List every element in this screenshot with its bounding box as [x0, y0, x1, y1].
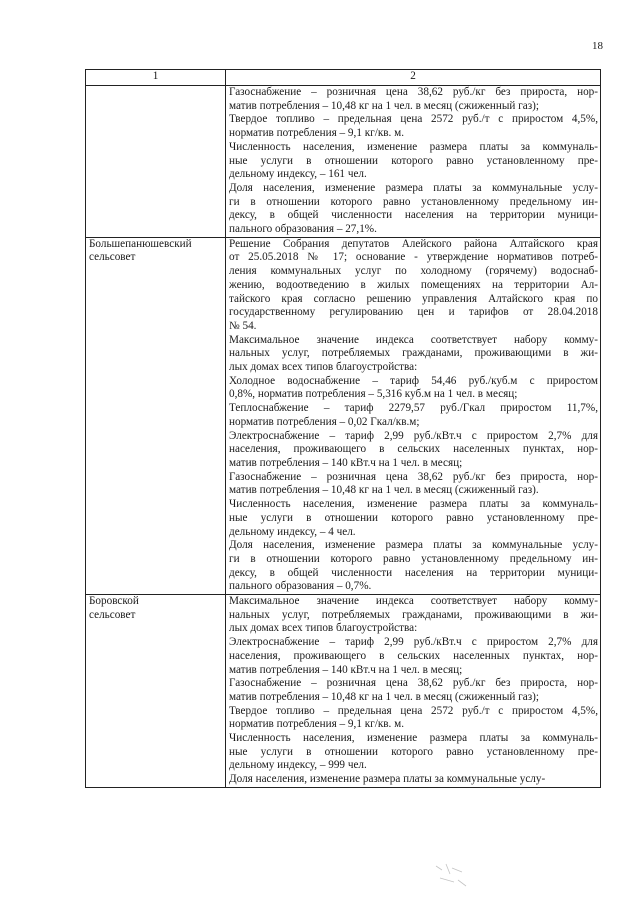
- text-line: Газоснабжение – розничная цена 38,62 руб./кг без прироста, нор-: [229, 677, 598, 690]
- text-line: ления коммунальных услуг по холодному (горячему) водоснаб-: [229, 265, 598, 278]
- text-line: матив потребления – 140 кВт.ч на 1 чел. в месяц;: [229, 663, 463, 676]
- text-line: Электроснабжение – тариф 2,99 руб./кВт.ч с приростом 2,7% для: [229, 636, 598, 649]
- text-line: Доля населения, изменение размера платы за коммунальные услу-: [229, 539, 598, 552]
- text-line: 0,8%, норматив потребления – 5,316 куб.м на 1 чел. в месяц;: [229, 388, 518, 401]
- text-line: матив потребления – 140 кВт.ч на 1 чел. в месяц;: [229, 456, 463, 469]
- text-line: Доля населения, изменение размера платы за коммунальные услу-: [229, 181, 598, 194]
- text-line: Максимальное значение индекса соответствует набору комму-: [229, 333, 598, 346]
- text-line: от 25.05.2018 № 17; основание - утверждение нормативов потреб-: [229, 251, 598, 264]
- text-line: Газоснабжение – розничная цена 38,62 руб./кг без прироста, нор-: [229, 86, 598, 98]
- municipality-name-line: сельсовет: [89, 251, 136, 264]
- text-line: дексу, в общей численности населения на территории муници-: [229, 209, 598, 222]
- text-line: пального образования – 27,1%.: [229, 223, 377, 236]
- municipality-cell: [86, 237, 226, 594]
- text-line: лых домах всех типов благоустройства:: [229, 622, 418, 635]
- text-line: Теплоснабжение – тариф 2279,57 руб./Гкал приростом 11,7%,: [229, 402, 598, 415]
- description-cell: [226, 595, 601, 788]
- table-row: [86, 86, 601, 238]
- text-line: ные услуги в отношении которого равно установленному пре-: [229, 511, 598, 524]
- text-line: дексу, в общей численности населения на территории муници-: [229, 566, 598, 579]
- text-line: ги в отношении которого равно установленному предельному ин-: [229, 195, 598, 208]
- text-line: нальных услуг, потребляемых гражданами, проживающими в жи-: [229, 347, 598, 360]
- text-line: дельному индексу, – 999 чел.: [229, 759, 367, 772]
- text-line: Численность населения, изменение размера платы за коммуналь-: [229, 140, 598, 153]
- text-line: Доля населения, изменение размера платы за коммунальные услу-: [229, 773, 546, 786]
- text-line: Численность населения, изменение размера платы за коммуналь-: [229, 498, 598, 511]
- page-number: 18: [592, 40, 603, 52]
- text-line: норматив потребления – 0,02 Гкал/кв.м;: [229, 415, 420, 428]
- text-line: Решение Собрания депутатов Алейского района Алтайского края: [229, 237, 598, 250]
- text-line: населения, проживающего в сельских населенных пунктах, нор-: [229, 443, 598, 456]
- table-row: [86, 237, 601, 594]
- column-header-1: 1: [86, 70, 226, 86]
- municipal-index-table: [85, 69, 601, 788]
- text-line: нальных услуг, потребляемых гражданами, проживающими в жи-: [229, 608, 598, 621]
- text-line: жению, водоотведению в жилых помещениях на территории Ал-: [229, 278, 598, 291]
- text-line: пального образования – 0,7%.: [229, 580, 372, 593]
- text-line: населения, проживающего в сельских населенных пунктах, нор-: [229, 649, 598, 662]
- municipality-name-line: Боровской: [89, 595, 139, 608]
- text-line: тайского края согласно решению управления Алтайского края по: [229, 292, 598, 305]
- text-line: Численность населения, изменение размера платы за коммуналь-: [229, 732, 598, 745]
- description-cell: [226, 86, 601, 238]
- text-line: норматив потребления – 9,1 кг/кв. м.: [229, 127, 405, 140]
- text-line: матив потребления – 10,48 кг на 1 чел. в месяц (сжиженный газ);: [229, 690, 539, 703]
- text-line: ные услуги в отношении которого равно установленному пре-: [229, 745, 598, 758]
- description-cell: [226, 237, 601, 594]
- municipality-name-line: Большепанюшевский: [89, 237, 192, 250]
- text-line: матив потребления – 10,48 кг на 1 чел. в месяц (сжиженный газ);: [229, 99, 539, 112]
- scan-mark: [432, 860, 472, 890]
- text-line: ги в отношении которого равно установленному предельному ин-: [229, 552, 598, 565]
- text-line: Газоснабжение – розничная цена 38,62 руб./кг без прироста, нор-: [229, 470, 598, 483]
- text-line: Твердое топливо – предельная цена 2572 руб./т с приростом 4,5%,: [229, 113, 598, 126]
- text-line: дельному индексу, – 161 чел.: [229, 168, 367, 181]
- municipality-name-line: сельсовет: [89, 608, 136, 621]
- text-line: Холодное водоснабжение – тариф 54,46 руб./куб.м с приростом: [229, 374, 598, 387]
- text-line: матив потребления – 10,48 кг на 1 чел. в месяц (сжиженный газ).: [229, 484, 539, 497]
- text-line: № 54.: [229, 319, 257, 332]
- municipality-cell: [86, 595, 226, 788]
- text-line: норматив потребления – 9,1 кг/кв. м.: [229, 718, 405, 731]
- text-line: государственному регулированию цен и тарифов от 28.04.2018: [229, 306, 598, 319]
- text-line: Твердое топливо – предельная цена 2572 руб./т с приростом 4,5%,: [229, 704, 598, 717]
- table-row: [86, 595, 601, 788]
- header-row: [86, 70, 601, 86]
- text-line: дельному индексу, – 4 чел.: [229, 525, 356, 538]
- municipality-cell: [86, 86, 226, 238]
- text-line: ные услуги в отношении которого равно установленному пре-: [229, 154, 598, 167]
- text-line: лых домах всех типов благоустройства:: [229, 361, 418, 374]
- text-line: Электроснабжение – тариф 2,99 руб./кВт.ч с приростом 2,7% для: [229, 429, 598, 442]
- column-header-2: 2: [226, 70, 601, 86]
- text-line: Максимальное значение индекса соответствует набору комму-: [229, 595, 598, 608]
